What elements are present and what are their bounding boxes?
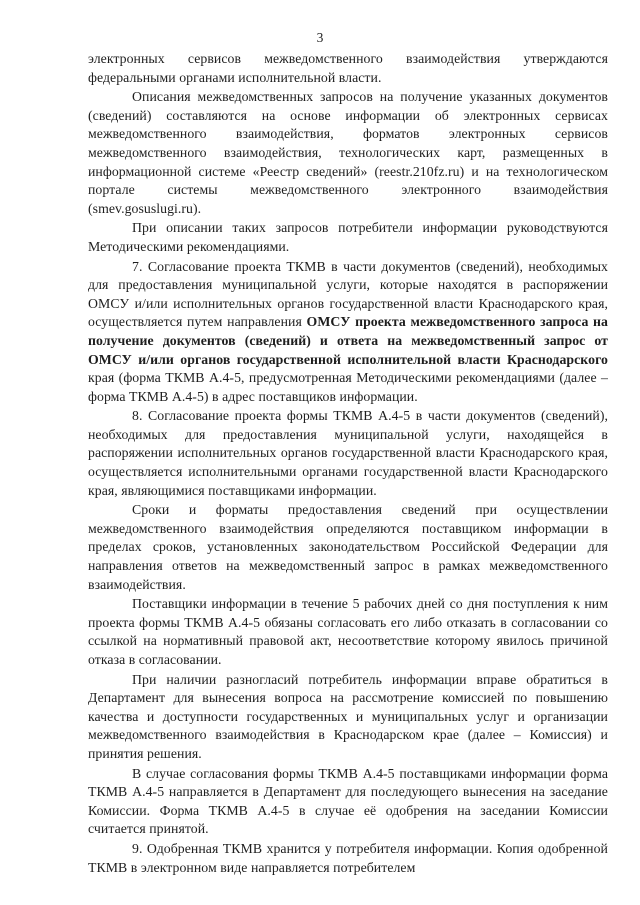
paragraph-continuation: электронных сервисов межведомственного взаимодействия утверждаются федеральными органами исполнительной власти. — [88, 51, 608, 85]
page-number: 3 — [316, 30, 324, 45]
item-7-text-start: 7. Согласование проекта ТКМВ в части документов (сведений), необходимых для предоставления муниципальной услуги, которые находятся в распоряжении ОМСУ и/или исполнительных органов государственной власти Краснодарского края, осуществляется путем направления — [88, 258, 608, 330]
paragraph-deadlines-formats: Сроки и форматы предоставления сведений при осуществлении межведомственного взаимодействия определяются поставщиком информации в пределах сроков, установленных законодательством Российской Федерации для направления ответов на межведомственный запрос в рамках межведомственного взаимодействия. — [88, 502, 608, 592]
item-7-text-end: края (форма ТКМВ А.4-5, предусмотренная Методическими рекомендациями (далее – форма ТКМВ А.4-5) в адрес поставщиков информации. — [88, 370, 608, 404]
paragraph-methodical-recommendations: При описании таких запросов потребители информации руководствуются Методическими рекомендациями. — [88, 220, 608, 254]
paragraph-suppliers-approval: Поставщики информации в течение 5 рабочих дней со дня поступления к ним проекта формы ТКМВ А.4-5 обязаны согласовать его либо отказать в согласовании со ссылкой на нормативный правовой акт, несоответствие которому явилось причиной отказа в согласовании. — [88, 596, 608, 667]
paragraph-item-7 — [88, 258, 608, 407]
paragraph-item-8: 8. Согласование проекта формы ТКМВ А.4-5 в части документов (сведений), необходимых для предоставления муниципальной услуги, находящейся в распоряжении исполнительных органов государственной власти Краснодарского края, осуществляется исполнительными органами государственной власти Краснодарского края, являющимися поставщиками информации. — [88, 408, 608, 498]
item-7-text-bold: ОМСУ проекта межведомственного запроса на получение документов (сведений) и ответа на межведомственный запрос от ОМСУ и/или органов государственной исполнительной власти Краснодарского — [88, 314, 609, 367]
paragraph-commission-approval: В случае согласования формы ТКМВ А.4-5 поставщиками информации форма ТКМВ А.4-5 направляется в Департамент для последующего вынесения на заседание Комиссии. Форма ТКМВ А.4-5 в случае её одобрения на заседании Комиссии считается принятой. — [88, 765, 608, 837]
paragraph-request-descriptions: Описания межведомственных запросов на получение указанных документов (сведений) составляются на основе информации об электронных сервисах межведомственного взаимодействия, форматов электронных сервисов межведомственного взаимодействия, технологических карт, размещенных в информационной системе «Реестр сведений» (reestr.210fz.ru) и на технологическом портале системы межведомственного электронного взаимодействия (smev.gosuslugi.ru). — [88, 89, 608, 216]
document-body — [88, 50, 608, 877]
paragraph-disagreements: При наличии разногласий потребитель информации вправе обратиться в Департамент для вынесения вопроса на рассмотрение комиссией по повышению качества и доступности государственных и муниципальных услуг и организации межведомственного взаимодействия в Краснодарском крае (далее – Комиссия) и принятия решения. — [88, 671, 608, 761]
paragraph-item-9: 9. Одобренная ТКМВ хранится у потребителя информации. Копия одобренной ТКМВ в электронном виде направляется потребителем — [88, 840, 608, 875]
